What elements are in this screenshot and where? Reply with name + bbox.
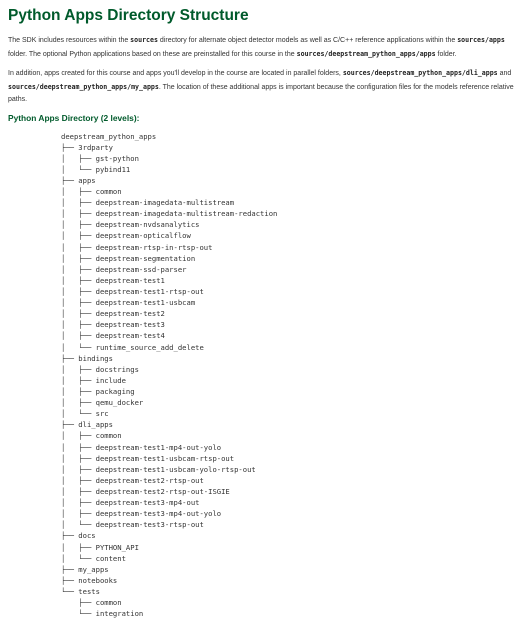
tree-line: deepstream_python_apps (61, 131, 157, 141)
additional-text-2: and (497, 70, 512, 77)
tree-line: ├── notebooks (61, 575, 118, 585)
tree-line: │ ├── deepstream-test2 (61, 309, 165, 319)
tree-line: ├── dli_apps (61, 420, 113, 430)
additional-text-3: . The location of these additional apps is important because the configuration files for the models reference relative paths. (8, 83, 514, 103)
tree-line: │ ├── gst-python (61, 153, 139, 163)
directory-tree (8, 131, 514, 620)
tree-line: │ ├── deepstream-test3-mp4-out (61, 498, 200, 508)
additional-text-1: In addition, apps created for this course and apps you'll develop in the course are located in parallel folders, (8, 70, 343, 77)
tree-line: │ ├── qemu_docker (61, 398, 144, 408)
intro-text-2: directory for alternate object detector models as well as C/C++ reference applications within the (157, 37, 458, 44)
tree-line: ├── my_apps (61, 564, 109, 574)
tree-line: │ ├── deepstream-opticalflow (61, 231, 191, 241)
additional-apps-paragraph (8, 67, 514, 107)
intro-text-1: The SDK includes resources within the (8, 37, 131, 44)
tree-line: │ ├── docstrings (61, 364, 139, 374)
tree-line: │ ├── deepstream-test1-usbcam-rtsp-out (61, 453, 235, 463)
tree-line: ├── 3rdparty (61, 142, 113, 152)
tree-line: │ ├── deepstream-test2-rtsp-out-ISGIE (61, 487, 230, 496)
tree-line: │ ├── deepstream-test1-usbcam-yolo-rtsp-out (61, 464, 256, 474)
tree-line: │ ├── deepstream-nvdsanalytics (61, 220, 200, 230)
tree-line: │ ├── common (61, 187, 122, 197)
tree-line: │ └── content (61, 553, 126, 563)
tree-line: │ ├── deepstream-ssd-parser (61, 264, 187, 274)
tree-line: └── tests (61, 586, 100, 596)
intro-paragraph (8, 34, 514, 61)
tree-line: │ ├── deepstream-imagedata-multistream-redaction (61, 209, 278, 219)
tree-line: └── integration (61, 609, 144, 619)
tree-line: │ ├── deepstream-test3 (61, 320, 165, 330)
my-apps-path-code: sources/deepstream_python_apps/my_apps (8, 82, 159, 91)
directory-subheading: Python Apps Directory (2 levels): (8, 112, 140, 123)
tree-line: │ ├── PYTHON_API (61, 542, 139, 552)
tree-line: │ └── runtime_source_add_delete (61, 342, 204, 352)
tree-line: │ ├── deepstream-rtsp-in-rtsp-out (61, 242, 213, 252)
tree-line: │ └── pybind11 (61, 164, 131, 174)
tree-line: │ ├── deepstream-test2-rtsp-out (61, 475, 204, 485)
tree-line: │ └── deepstream-test3-rtsp-out (61, 520, 204, 530)
sources-code: sources (130, 36, 158, 44)
sources-apps-code: sources/apps (457, 36, 505, 44)
tree-line: ├── common (61, 598, 122, 608)
tree-line: │ ├── deepstream-test1-mp4-out-yolo (61, 442, 222, 452)
tree-line: │ ├── common (61, 431, 122, 441)
tree-line: │ ├── deepstream-segmentation (61, 253, 196, 263)
tree-line: │ ├── deepstream-test1-rtsp-out (61, 287, 204, 297)
tree-line: │ ├── deepstream-test1 (61, 275, 165, 285)
document-page (8, 6, 514, 619)
tree-line: │ ├── deepstream-test4 (61, 331, 165, 341)
tree-line: │ ├── include (61, 375, 126, 385)
python-apps-path-code: sources/deepstream_python_apps/apps (296, 49, 436, 58)
tree-line: │ └── src (61, 409, 109, 419)
tree-line: │ ├── deepstream-test3-mp4-out-yolo (61, 509, 222, 519)
dli-apps-path-code: sources/deepstream_python_apps/dli_apps (342, 69, 498, 77)
tree-line: │ ├── deepstream-test1-usbcam (61, 298, 196, 308)
page-title: Python Apps Directory Structure (8, 7, 249, 24)
intro-text-4: folder. (435, 50, 457, 58)
tree-line: │ ├── deepstream-imagedata-multistream (61, 198, 235, 208)
tree-line: ├── bindings (61, 353, 113, 363)
intro-text-3: folder. The optional Python applications based on these are preinstalled for this course in the (8, 50, 297, 58)
tree-line: │ ├── packaging (61, 387, 135, 397)
tree-line: ├── docs (61, 531, 96, 541)
tree-line: ├── apps (61, 175, 96, 185)
